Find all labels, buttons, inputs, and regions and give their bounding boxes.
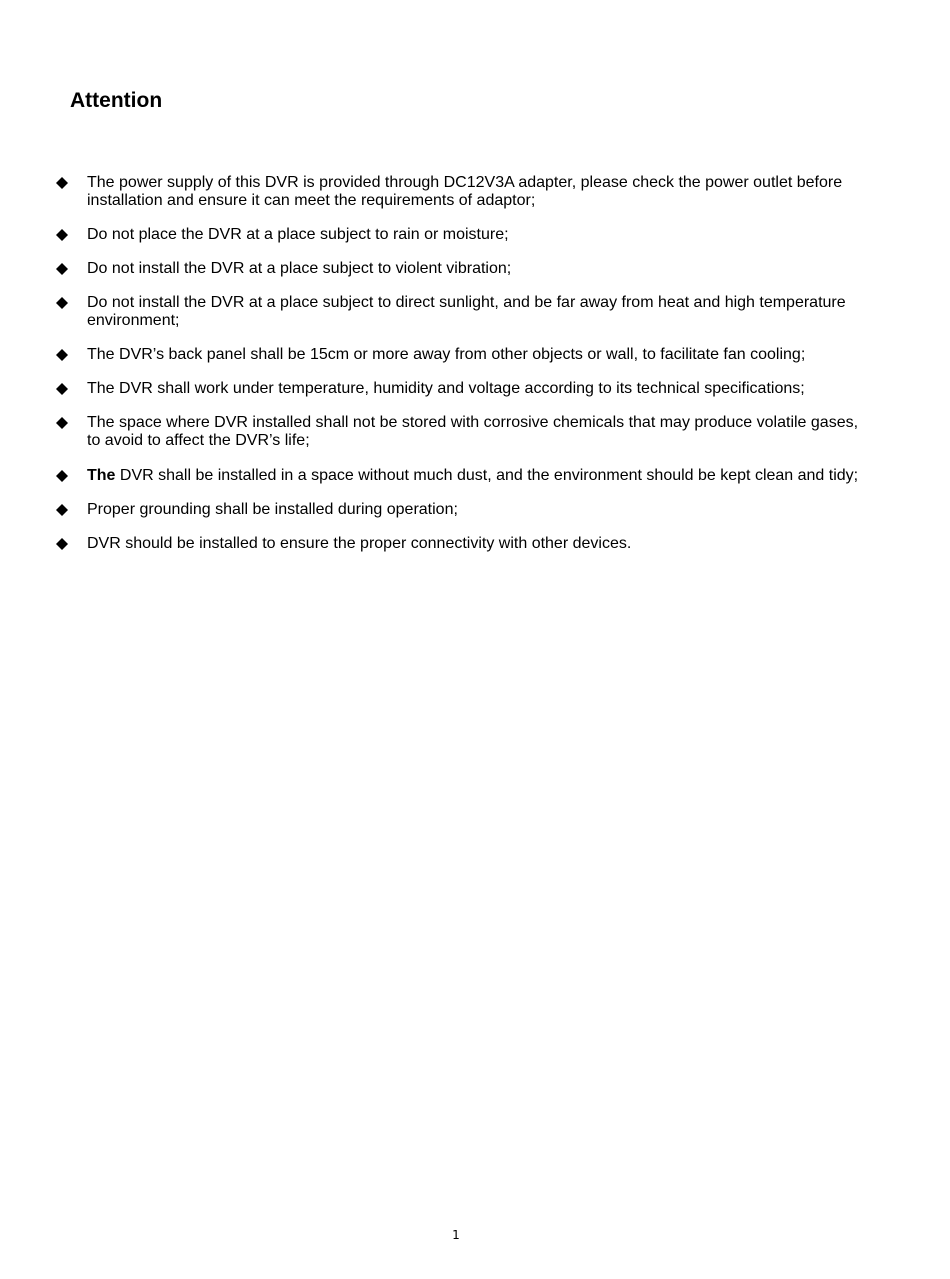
list-item-text <box>87 294 862 330</box>
black-diamond-icon <box>56 177 68 189</box>
list-item-body: Do not place the DVR at a place subject to rain or moisture; <box>87 226 509 243</box>
list-item-body: Do not install the DVR at a place subject to direct sunlight, and be far away from heat and high temperature environment; <box>87 294 846 329</box>
black-diamond-icon <box>56 229 68 241</box>
list-item-body: Do not install the DVR at a place subject to violent vibration; <box>87 260 512 277</box>
list-item-lead: The <box>87 467 116 484</box>
list-item-text <box>87 501 862 519</box>
list-item-text <box>87 174 862 210</box>
list-item-body: The space where DVR installed shall not be stored with corrosive chemicals that may produce volatile gases, to avoid to affect the DVR’s life; <box>87 414 859 449</box>
list-item-body: DVR should be installed to ensure the proper connectivity with other devices. <box>87 535 632 552</box>
black-diamond-icon <box>56 263 68 275</box>
black-diamond-icon <box>56 383 68 395</box>
list-item-body: The DVR’s back panel shall be 15cm or more away from other objects or wall, to facilitate fan cooling; <box>87 346 806 363</box>
black-diamond-icon <box>56 349 68 361</box>
black-diamond-icon <box>56 538 68 550</box>
list-item-text <box>87 467 862 485</box>
list-item-body: Proper grounding shall be installed during operation; <box>87 501 458 518</box>
list-item-text <box>87 380 862 398</box>
black-diamond-icon <box>56 504 68 516</box>
list-item-text <box>87 414 862 450</box>
list-item-body: DVR shall be installed in a space without much dust, and the environment should be kept clean and tidy; <box>115 467 859 484</box>
list-item-text <box>87 226 862 244</box>
black-diamond-icon <box>56 297 68 309</box>
page-title: Attention <box>70 89 163 112</box>
list-item-text <box>87 346 862 364</box>
list-item-body: The DVR shall work under temperature, humidity and voltage according to its technical specifications; <box>87 380 805 397</box>
list-item-text <box>87 260 862 278</box>
list-item-body: The power supply of this DVR is provided through DC12V3A adapter, please check the power outlet before installation and ensure it can meet the requirements of adaptor; <box>87 174 843 209</box>
page-number: 1 <box>452 1228 460 1242</box>
black-diamond-icon <box>56 417 68 429</box>
black-diamond-icon <box>56 470 68 482</box>
list-item-text <box>87 535 862 553</box>
